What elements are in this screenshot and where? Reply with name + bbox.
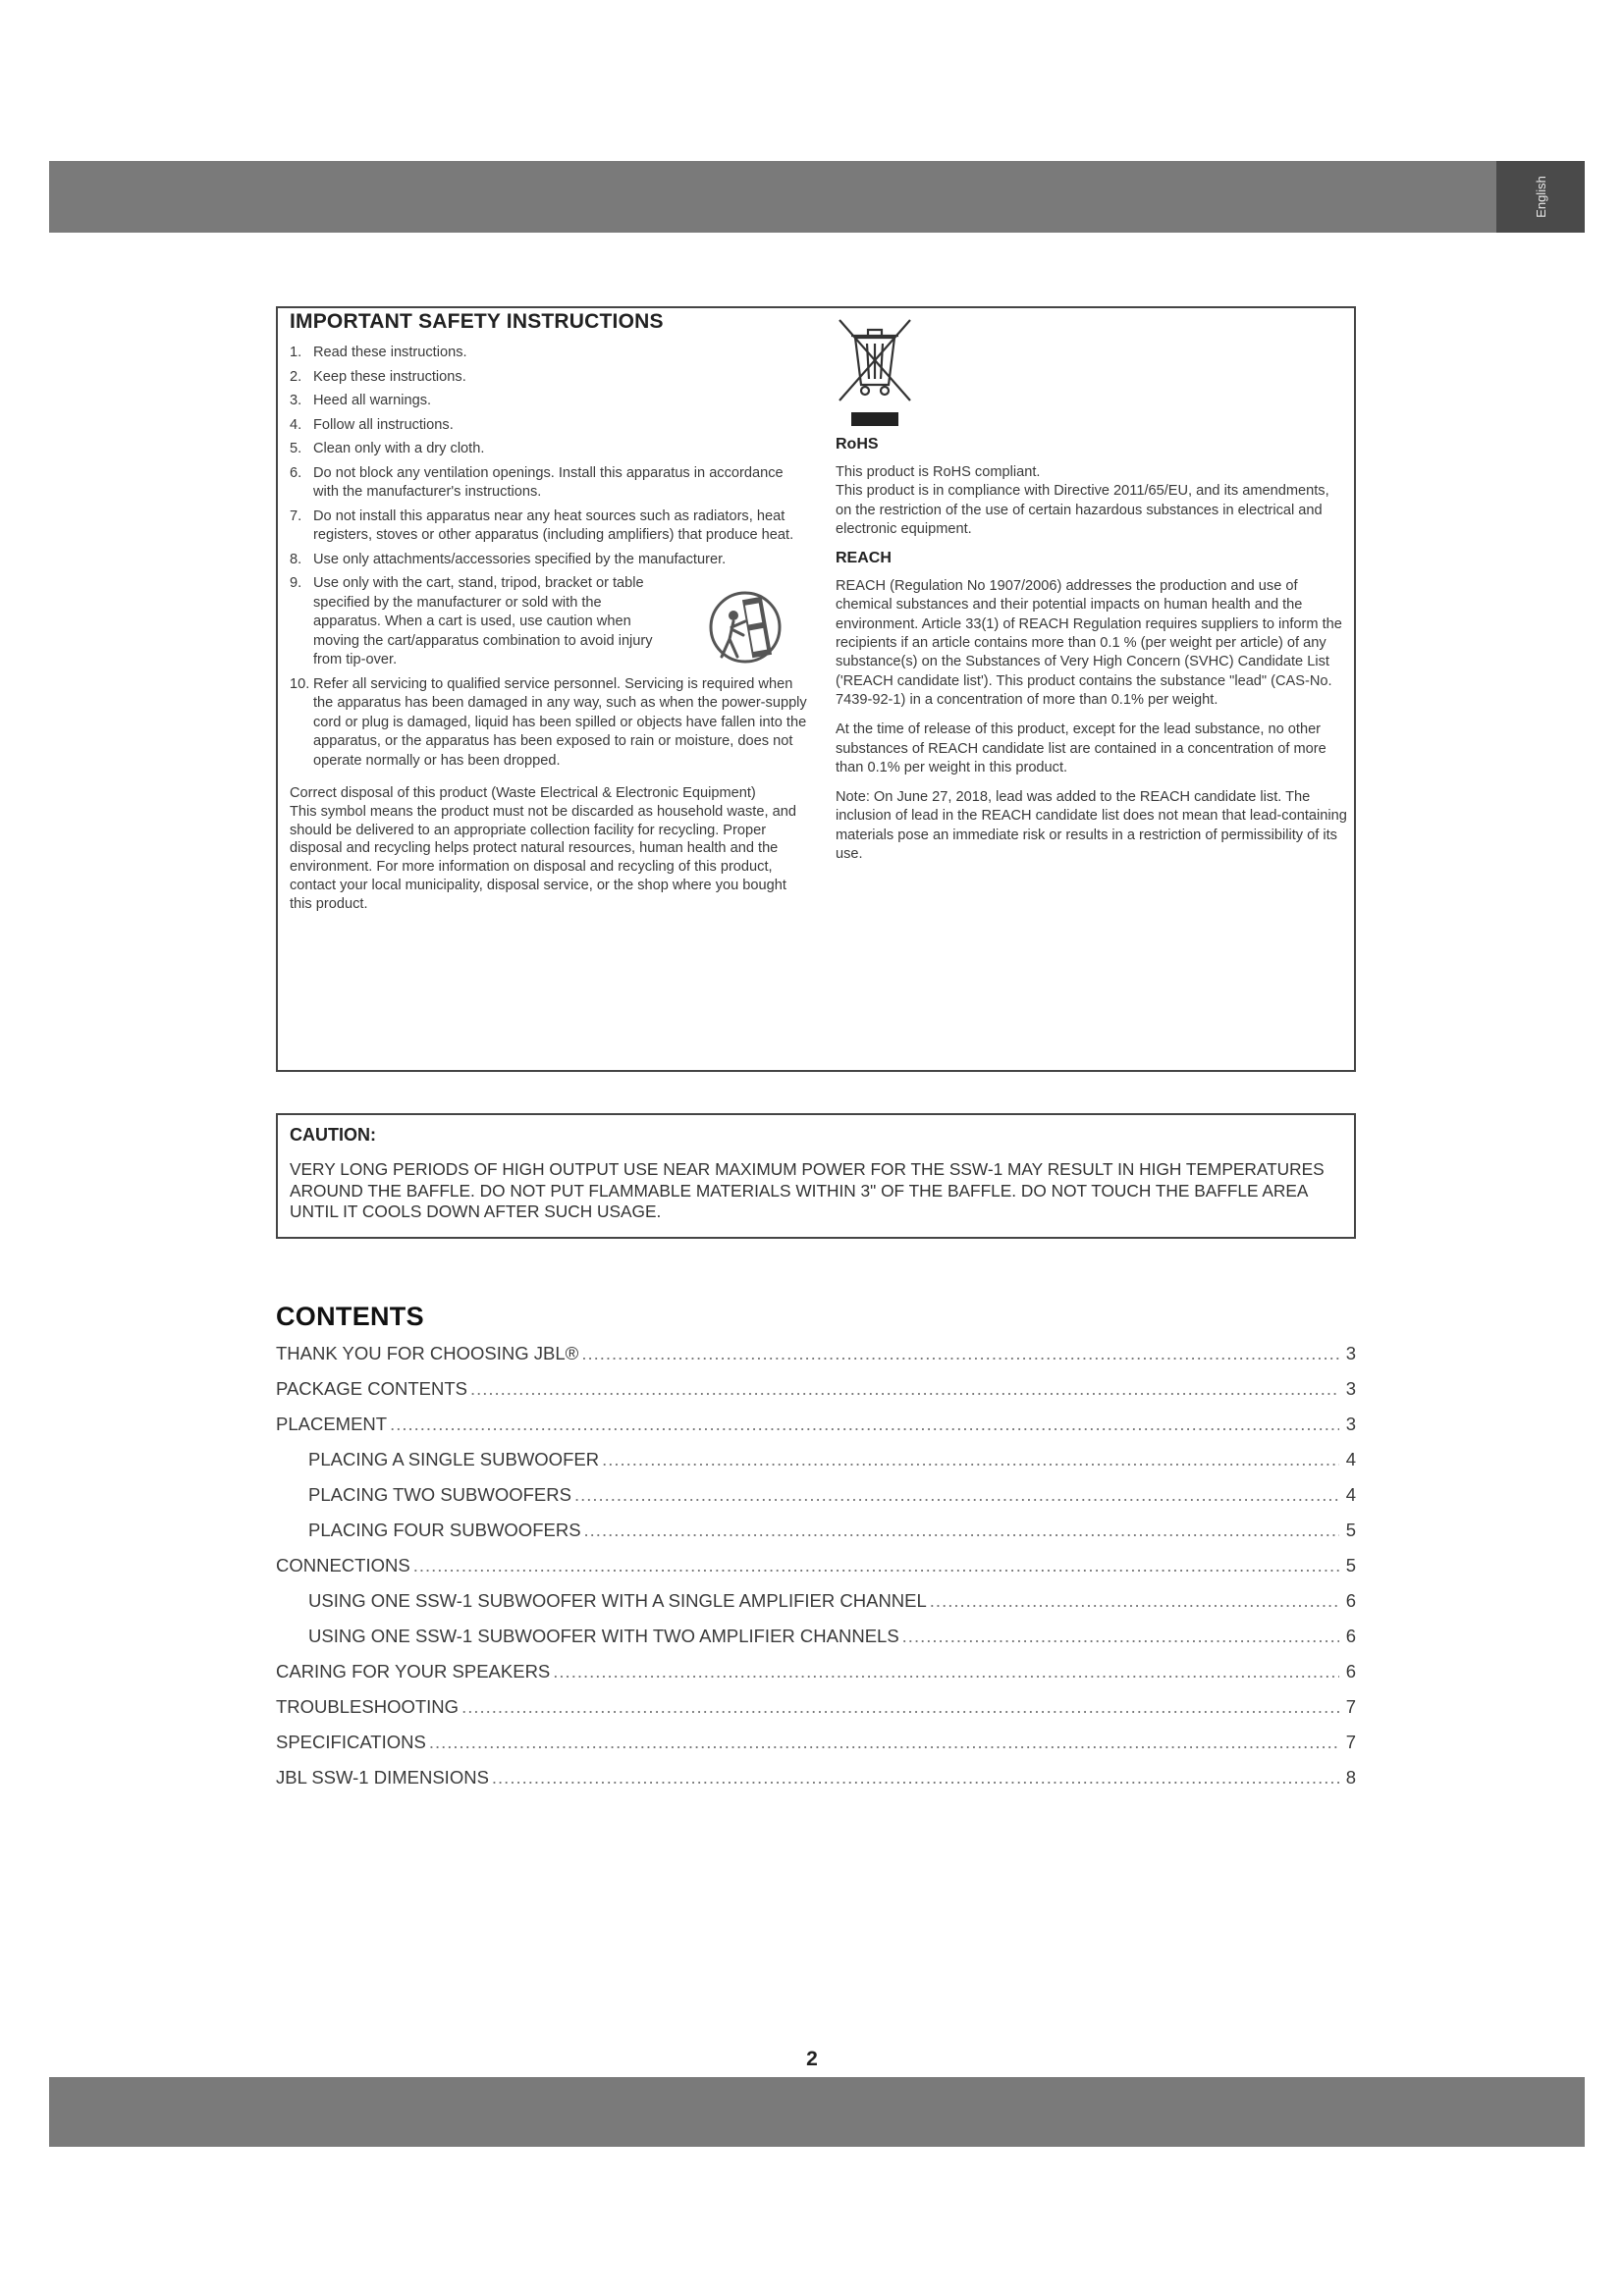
page-number: 2 — [806, 2048, 818, 2070]
toc-entry-label: PACKAGE CONTENTS — [276, 1378, 467, 1399]
toc-leader-dots — [902, 1626, 1339, 1647]
reach-title: REACH — [836, 550, 892, 567]
toc-entry[interactable] — [276, 1343, 1356, 1378]
safety-item — [290, 440, 810, 459]
safety-item-number: 1. — [290, 345, 302, 360]
toc-entry-page: 3 — [1345, 1343, 1356, 1363]
toc-entry-page: 5 — [1345, 1555, 1356, 1575]
toc-subentry[interactable] — [276, 1449, 1356, 1484]
safety-item — [290, 344, 810, 363]
safety-item-number: 2. — [290, 368, 302, 385]
toc-leader-dots — [584, 1520, 1339, 1541]
safety-title: IMPORTANT SAFETY INSTRUCTIONS — [290, 310, 664, 333]
toc-entry[interactable] — [276, 1414, 1356, 1449]
toc-entry-label: USING ONE SSW-1 SUBWOOFER WITH A SINGLE AMPLIFIER CHANNEL — [308, 1590, 927, 1611]
toc-entry-label: SPECIFICATIONS — [276, 1732, 426, 1752]
safety-item — [290, 675, 810, 772]
rohs-paragraph: This product is RoHS compliant. — [836, 464, 1041, 480]
toc-entry-page: 6 — [1345, 1626, 1356, 1646]
table-of-contents — [276, 1343, 1356, 1802]
toc-entry-label: CARING FOR YOUR SPEAKERS — [276, 1661, 551, 1682]
safety-item — [290, 368, 810, 388]
reach-paragraph: At the time of release of this product, except for the lead substance, no other substances of REACH candidate list are contained in a concentration of more than 0.1% per weight in this product. — [836, 721, 1326, 775]
toc-entry-label: TROUBLESHOOTING — [276, 1696, 460, 1717]
safety-item-text: Use only with the cart, stand, tripod, bracket or table specified by the manufacturer or sold with the apparatus. When a cart is used, use caution when moving the cart/apparatus combination to avoid injury from tip-over. — [313, 575, 653, 667]
toc-entry-page: 6 — [1345, 1661, 1356, 1682]
disposal-text: This symbol means the product must not be discarded as household waste, and should be delivered to an appropriate collection facility for recycling. Proper disposal and recycling helps protect natural resources, human health and the environment. For more information on disposal and recycling of this product, contact your local municipality, disposal service, or the shop where you bought this product. — [290, 803, 796, 912]
language-label: English — [1533, 176, 1548, 218]
toc-leader-dots — [429, 1732, 1339, 1753]
disposal-section — [290, 784, 810, 914]
toc-subentry[interactable] — [276, 1520, 1356, 1555]
header-bar — [49, 161, 1496, 233]
cart-tip-over-icon — [708, 576, 783, 674]
toc-leader-dots — [581, 1343, 1339, 1364]
safety-item-number: 7. — [290, 507, 302, 524]
safety-instructions-box — [276, 306, 1356, 1072]
safety-left-column — [290, 310, 810, 914]
toc-entry[interactable] — [276, 1661, 1356, 1696]
rohs-paragraph: This product is in compliance with Directive 2011/65/EU, and its amendments, on the restriction of the use of certain hazardous substances in electrical and electronic equipment. — [836, 483, 1329, 537]
crossed-out-bin-icon — [836, 314, 914, 428]
toc-entry-page: 6 — [1345, 1590, 1356, 1611]
toc-entry-page: 7 — [1345, 1696, 1356, 1717]
safety-item-text: Read these instructions. — [313, 345, 467, 360]
caution-box — [276, 1113, 1356, 1239]
toc-leader-dots — [574, 1484, 1339, 1506]
toc-entry-label: CONNECTIONS — [276, 1555, 410, 1575]
rohs-title: RoHS — [836, 436, 879, 453]
safety-right-column — [836, 314, 1348, 875]
toc-subentry[interactable] — [276, 1484, 1356, 1520]
toc-leader-dots — [413, 1555, 1339, 1576]
toc-entry[interactable] — [276, 1378, 1356, 1414]
safety-item — [290, 551, 810, 570]
toc-entry-label: USING ONE SSW-1 SUBWOOFER WITH TWO AMPLIFIER CHANNELS — [308, 1626, 899, 1646]
safety-item — [290, 416, 810, 436]
toc-leader-dots — [470, 1378, 1339, 1400]
toc-entry-label: THANK YOU FOR CHOOSING JBL® — [276, 1343, 579, 1363]
toc-entry-page: 3 — [1345, 1378, 1356, 1399]
toc-entry-page: 3 — [1345, 1414, 1356, 1434]
toc-subentry[interactable] — [276, 1626, 1356, 1661]
toc-entry-label: PLACING FOUR SUBWOOFERS — [308, 1520, 581, 1540]
toc-entry-page: 4 — [1345, 1484, 1356, 1505]
safety-item-text: Heed all warnings. — [313, 393, 432, 408]
reach-paragraph: REACH (Regulation No 1907/2006) addresses the production and use of chemical substances and their potential impacts on human health and the environment. Article 33(1) of REACH Regulation requires suppliers to inform the recipients if an article contains more than 0.1 % (per weight per article) of any substance(s) on the Substances of Very High Concern (SVHC) Candidate List ('REACH candidate list'). This product contains the substance "lead" (CAS-No. 7439-92-1) in a concentration of more than 0.1% per weight. — [836, 578, 1342, 708]
toc-leader-dots — [492, 1767, 1339, 1789]
safety-item-text: Do not block any ventilation openings. Install this apparatus in accordance with the manufacturer's instructions. — [313, 464, 784, 500]
footer-bar — [49, 2077, 1585, 2147]
safety-item-text: Keep these instructions. — [313, 368, 466, 385]
toc-entry-label: PLACING TWO SUBWOOFERS — [308, 1484, 571, 1505]
toc-entry-page: 7 — [1345, 1732, 1356, 1752]
safety-item-text: Refer all servicing to qualified service personnel. Servicing is required when the apparatus has been damaged in any way, such as when the power-supply cord or plug is damaged, liquid has been spilled or objects have fallen into the apparatus, or the apparatus has been exposed to rain or moisture, does not operate normally or has been dropped. — [313, 675, 807, 769]
toc-entry[interactable] — [276, 1767, 1356, 1802]
safety-item-text: Use only attachments/accessories specified by the manufacturer. — [313, 551, 727, 567]
safety-item-number: 4. — [290, 416, 302, 433]
safety-item — [290, 392, 810, 411]
safety-item-number: 10. — [290, 675, 310, 692]
language-tab — [1496, 161, 1585, 233]
safety-item — [290, 464, 810, 503]
toc-entry-page: 4 — [1345, 1449, 1356, 1469]
safety-item-number: 8. — [290, 551, 302, 567]
disposal-heading: Correct disposal of this product (Waste Electrical & Electronic Equipment) — [290, 785, 756, 801]
caution-text: VERY LONG PERIODS OF HIGH OUTPUT USE NEAR MAXIMUM POWER FOR THE SSW-1 MAY RESULT IN HIGH TEMPERATURES AROUND THE BAFFLE. DO NOT PUT FLAMMABLE MATERIALS WITHIN 3" OF THE BAFFLE. DO NOT TOUCH THE BAFFLE AREA UNTIL IT COOLS DOWN AFTER SUCH USAGE. — [290, 1159, 1325, 1221]
safety-item-number: 3. — [290, 393, 302, 408]
toc-entry[interactable] — [276, 1696, 1356, 1732]
toc-entry-label: JBL SSW-1 DIMENSIONS — [276, 1767, 489, 1788]
safety-item-number: 5. — [290, 441, 302, 456]
toc-entry[interactable] — [276, 1732, 1356, 1767]
safety-item-text: Follow all instructions. — [313, 416, 454, 433]
contents-title: CONTENTS — [276, 1302, 424, 1331]
safety-item — [290, 507, 810, 546]
toc-entry-label: PLACEMENT — [276, 1414, 388, 1434]
safety-item-number: 9. — [290, 575, 302, 591]
caution-title: CAUTION: — [290, 1125, 376, 1145]
reach-note: Note: On June 27, 2018, lead was added to the REACH candidate list. The inclusion of lead in the REACH candidate list does not mean that lead-containing materials pose an immediate risk or results in a restriction of permissibility of its use. — [836, 789, 1347, 863]
safety-item-number: 6. — [290, 464, 302, 481]
toc-entry-page: 5 — [1345, 1520, 1356, 1540]
toc-leader-dots — [390, 1414, 1339, 1435]
toc-entry-page: 8 — [1345, 1767, 1356, 1788]
safety-item — [290, 574, 810, 670]
toc-leader-dots — [461, 1696, 1339, 1718]
safety-item-text: Clean only with a dry cloth. — [313, 441, 485, 456]
toc-leader-dots — [553, 1661, 1339, 1682]
safety-list — [290, 344, 810, 771]
toc-leader-dots — [930, 1590, 1339, 1612]
safety-item-text: Do not install this apparatus near any heat sources such as radiators, heat registers, stoves or other apparatus (including amplifiers) that produce heat. — [313, 507, 794, 543]
toc-subentry[interactable] — [276, 1590, 1356, 1626]
toc-entry[interactable] — [276, 1555, 1356, 1590]
toc-leader-dots — [602, 1449, 1339, 1470]
toc-entry-label: PLACING A SINGLE SUBWOOFER — [308, 1449, 600, 1469]
